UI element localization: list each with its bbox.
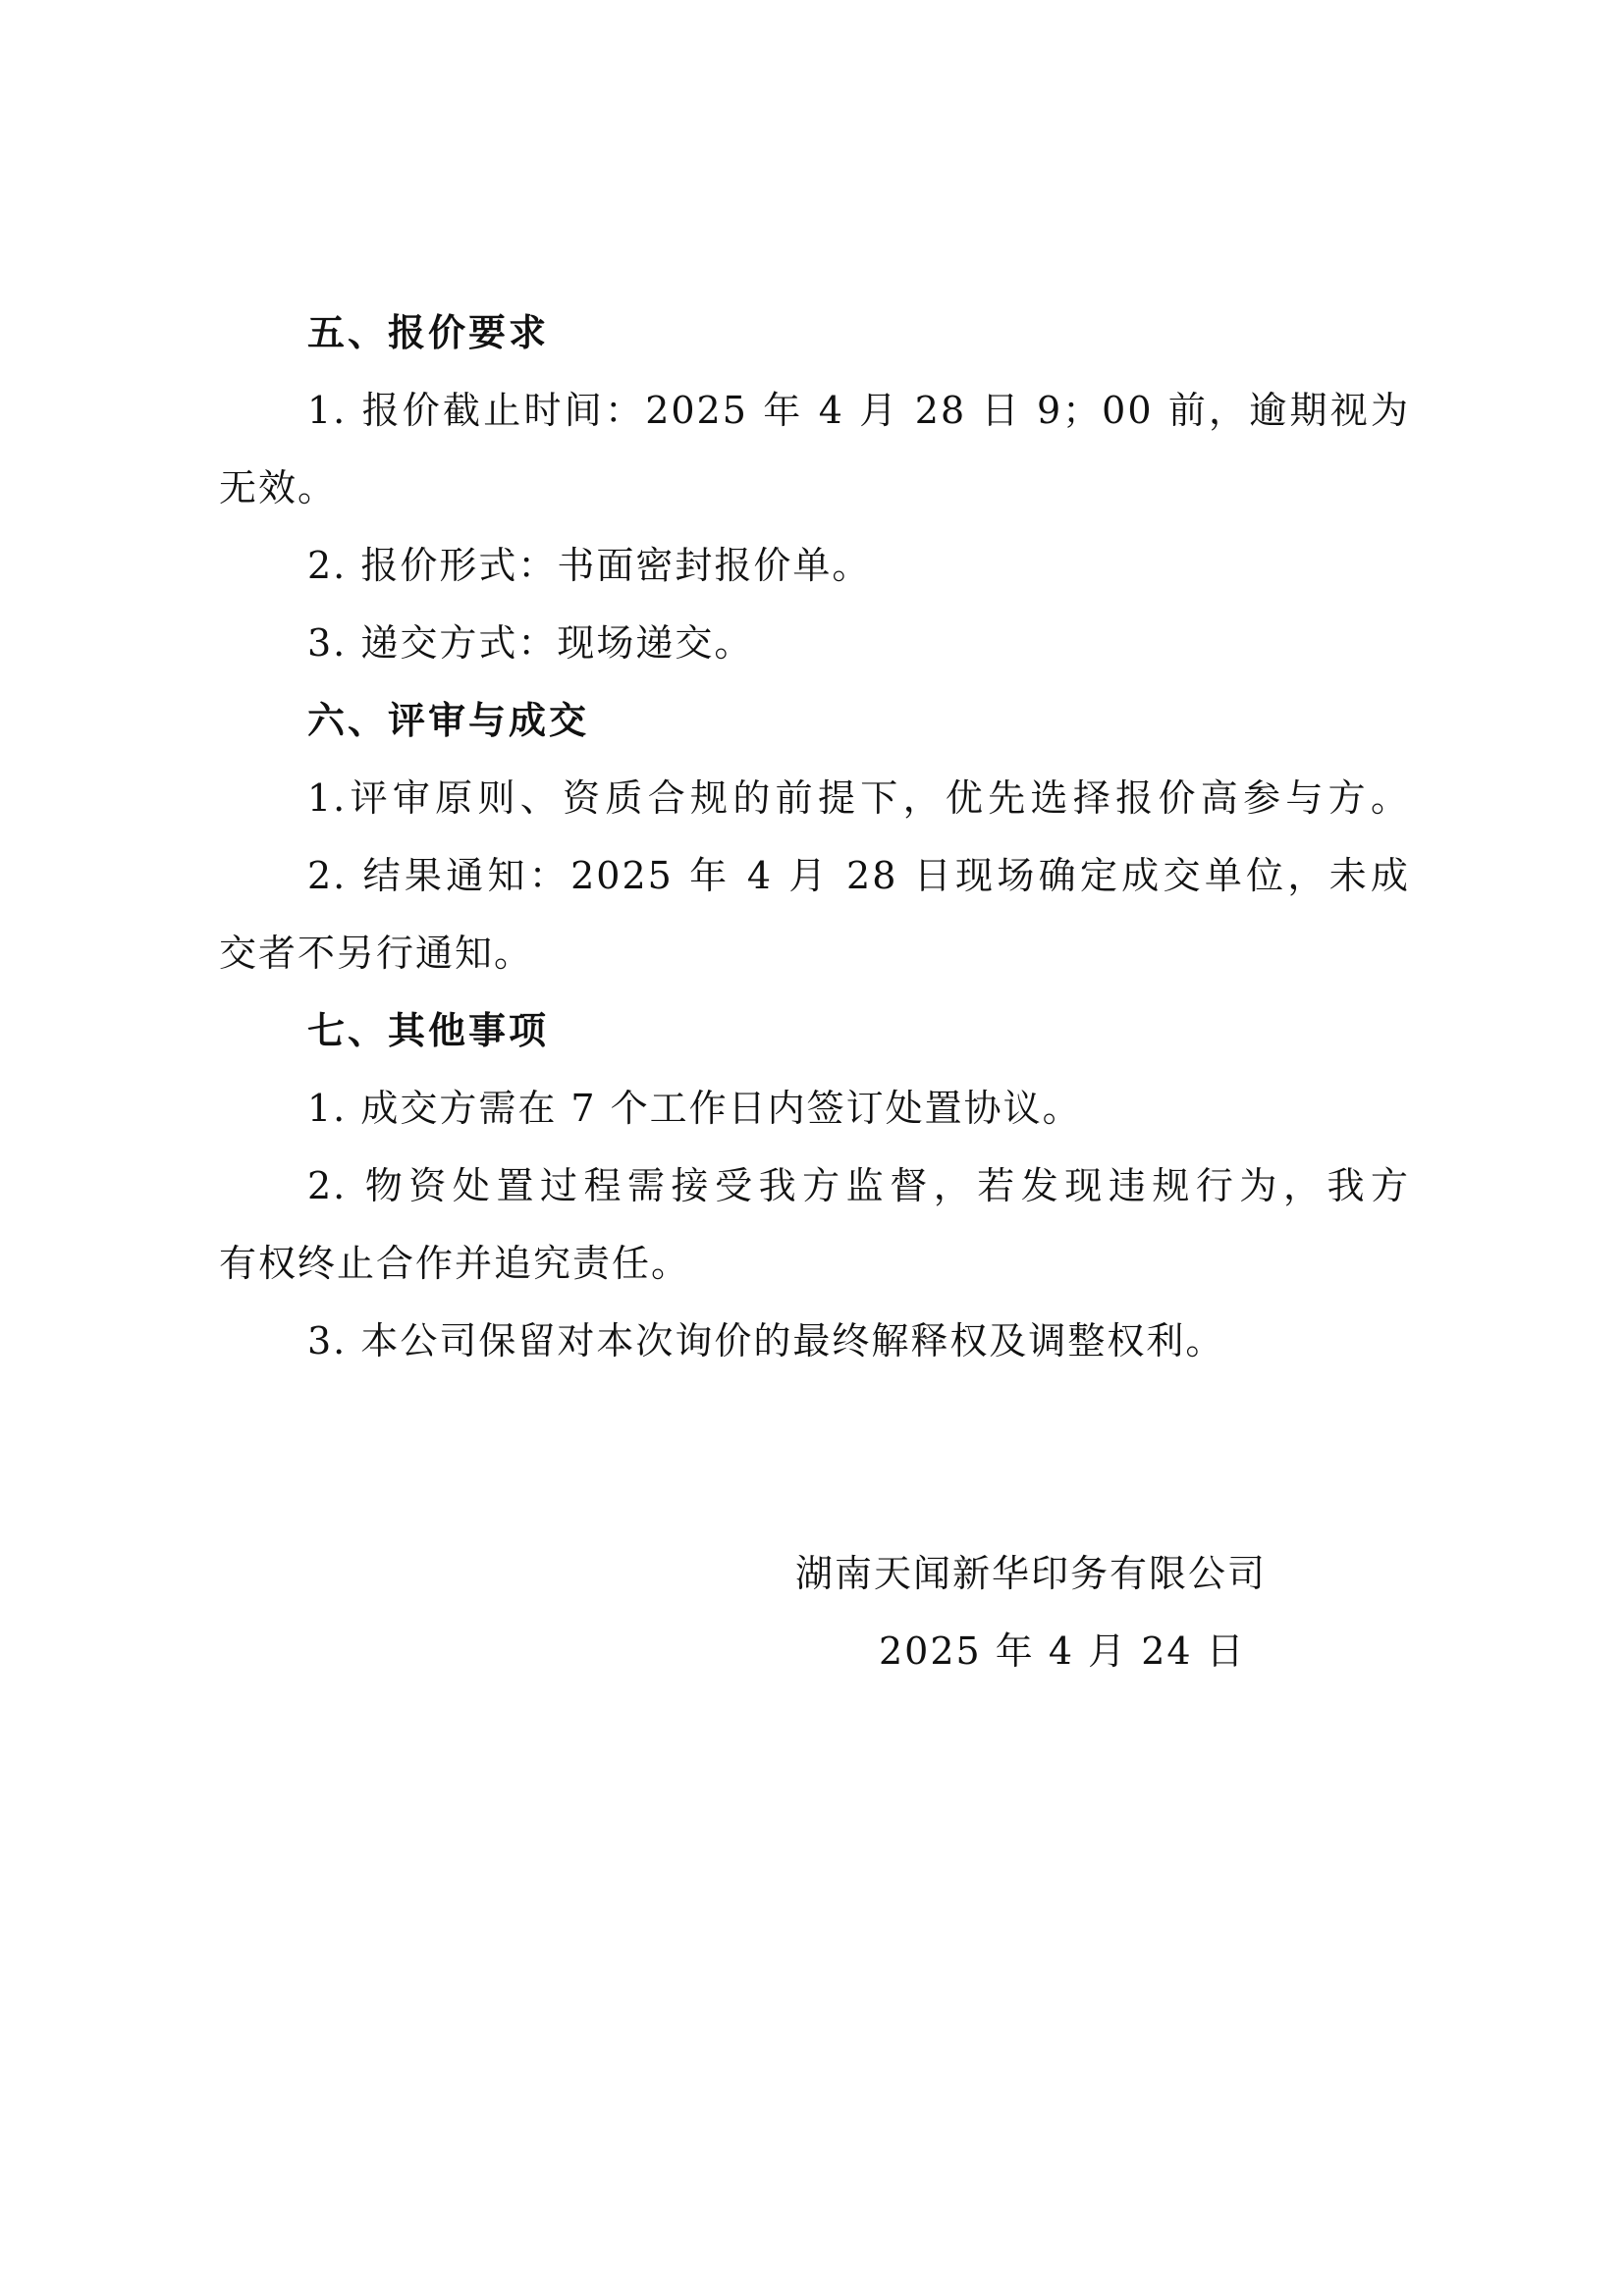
section-heading-quote-requirements: 五、报价要求: [307, 311, 550, 354]
paragraph-line: 2. 结果通知：2025 年 4 月 28 日现场确定成交单位，未成: [307, 854, 1410, 897]
paragraph-line: 1.评审原则、资质合规的前提下，优先选择报价高参与方。: [307, 776, 1410, 820]
paragraph-line: 3. 本公司保留对本次询价的最终解释权及调整权利。: [307, 1319, 1225, 1362]
paragraph-line: 1. 报价截止时间：2025 年 4 月 28 日 9；00 前，逾期视为: [307, 389, 1410, 432]
paragraph-line: 2. 报价形式：书面密封报价单。: [307, 544, 872, 587]
signature-date: 2025 年 4 月 24 日: [879, 1629, 1246, 1673]
section-heading-other-matters: 七、其他事项: [307, 1009, 550, 1052]
paragraph-line: 交者不另行通知。: [219, 932, 534, 975]
section-heading-review-and-deal: 六、评审与成交: [307, 699, 590, 742]
paragraph-line: 2. 物资处置过程需接受我方监督，若发现违规行为，我方: [307, 1164, 1410, 1207]
paragraph-line: 3. 递交方式：现场递交。: [307, 621, 754, 665]
paragraph-line: 有权终止合作并追究责任。: [219, 1242, 691, 1285]
paragraph-line: 1. 成交方需在 7 个工作日内签订处置协议。: [307, 1087, 1082, 1130]
signature-company: 湖南天闻新华印务有限公司: [795, 1552, 1268, 1595]
paragraph-line: 无效。: [219, 466, 338, 509]
